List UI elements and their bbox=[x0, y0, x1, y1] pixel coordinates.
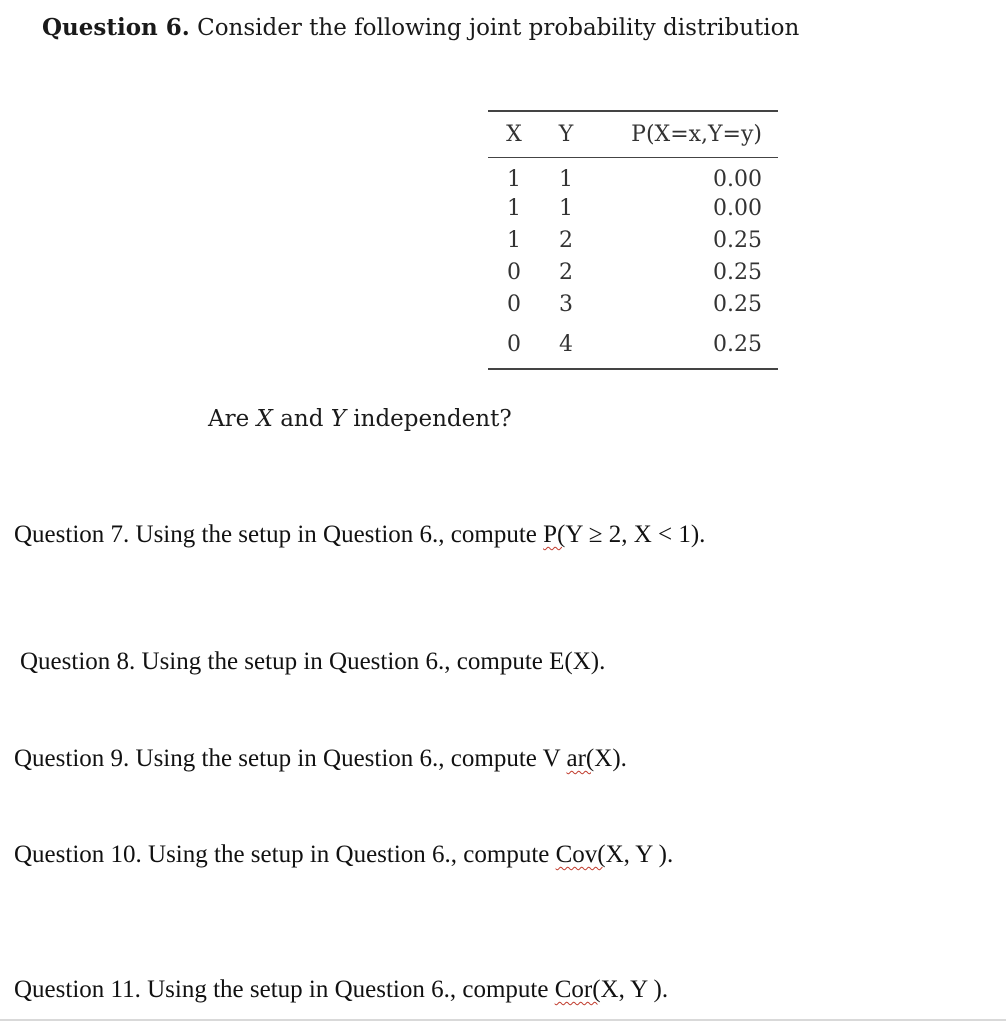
cell-x: 1 bbox=[507, 166, 521, 192]
variable-y: Y bbox=[330, 406, 346, 432]
header-y: Y bbox=[540, 111, 592, 158]
question-7-spellcheck-flag: P( bbox=[543, 521, 566, 548]
cell-y: 1 bbox=[559, 195, 573, 221]
question-6-text: Consider the following joint probability distribution bbox=[197, 15, 800, 41]
question-6 bbox=[42, 14, 799, 41]
question-9-pre: Question 9. Using the setup in Question 6., compute V bbox=[14, 745, 567, 772]
question-6-label: Question 6. bbox=[42, 14, 190, 41]
independence-post: independent? bbox=[353, 406, 512, 432]
question-9 bbox=[14, 745, 627, 773]
cell-x: 1 bbox=[507, 195, 521, 221]
question-9-post: X). bbox=[594, 745, 627, 772]
question-11-pre: Question 11. Using the setup in Question 6., compute bbox=[14, 976, 555, 1003]
independence-mid: and bbox=[280, 406, 324, 432]
question-8 bbox=[20, 648, 605, 676]
table-row bbox=[488, 158, 778, 193]
bottom-divider bbox=[0, 1019, 1006, 1021]
cell-probability: 0.25 bbox=[592, 320, 778, 369]
table-row bbox=[488, 224, 778, 256]
cell-y: 2 bbox=[559, 259, 573, 285]
table-row bbox=[488, 192, 778, 224]
cell-probability: 0.25 bbox=[713, 259, 762, 285]
question-10-pre: Question 10. Using the setup in Question 6., compute bbox=[14, 841, 556, 868]
cell-x: 0 bbox=[507, 291, 521, 317]
question-10 bbox=[14, 841, 673, 869]
cell-y: 3 bbox=[559, 291, 573, 317]
cell-probability: 0.00 bbox=[713, 166, 762, 192]
joint-distribution-table-container bbox=[488, 110, 778, 370]
question-10-spellcheck-flag: Cov( bbox=[555, 841, 606, 868]
header-probability: P(X=x,Y=y) bbox=[592, 111, 778, 158]
question-11-post: X, Y ). bbox=[600, 976, 669, 1003]
cell-probability: 0.00 bbox=[713, 195, 762, 221]
table-row bbox=[488, 256, 778, 288]
header-x: X bbox=[488, 111, 540, 158]
question-7-pre: Question 7. Using the setup in Question 6., compute bbox=[14, 521, 544, 548]
cell-x: 1 bbox=[507, 227, 521, 253]
variable-x: X bbox=[256, 406, 273, 432]
cell-probability: 0.25 bbox=[713, 291, 762, 317]
cell-probability: 0.25 bbox=[713, 227, 762, 253]
question-8-text: Question 8. Using the setup in Question 6., compute E(X). bbox=[20, 648, 606, 675]
table-row bbox=[488, 320, 778, 369]
joint-distribution-table bbox=[488, 110, 778, 370]
cell-y: 4 bbox=[540, 320, 592, 369]
cell-y: 1 bbox=[559, 166, 573, 192]
question-11-spellcheck-flag: Cor( bbox=[554, 976, 601, 1003]
question-9-spellcheck-flag: ar( bbox=[566, 745, 595, 772]
table-row bbox=[488, 288, 778, 320]
table-header-row bbox=[488, 111, 778, 158]
cell-y: 2 bbox=[559, 227, 573, 253]
independence-question bbox=[208, 406, 512, 432]
question-7-post: Y ≥ 2, X < 1). bbox=[565, 521, 706, 548]
question-7 bbox=[14, 521, 705, 549]
cell-x: 0 bbox=[488, 320, 540, 369]
question-10-post: X, Y ). bbox=[605, 841, 674, 868]
question-11 bbox=[14, 976, 668, 1004]
cell-x: 0 bbox=[507, 259, 521, 285]
independence-pre: Are bbox=[208, 406, 250, 432]
